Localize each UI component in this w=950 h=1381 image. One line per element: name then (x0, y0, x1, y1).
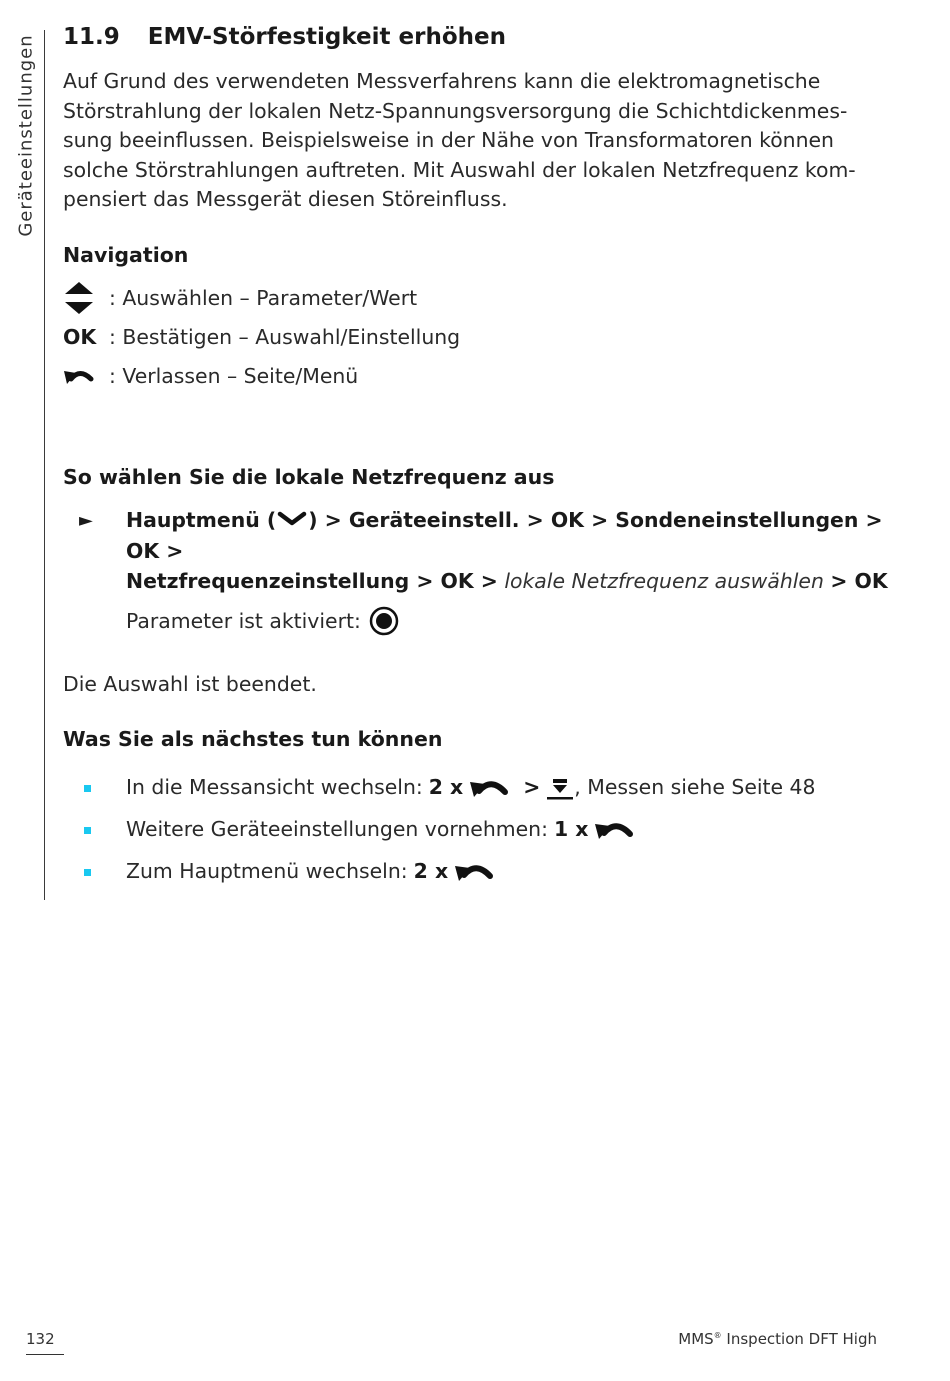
navigation-legend (63, 279, 893, 396)
footer-rule (26, 1354, 64, 1355)
list-item (63, 850, 893, 892)
list-item (63, 808, 893, 850)
result-text: Parameter ist aktiviert: (126, 608, 361, 633)
list-item-separator: > (523, 774, 541, 799)
list-item-count: 2 x (428, 774, 464, 799)
list-item-text: In die Messansicht wechseln: (126, 774, 423, 799)
intro-line: Störstrahlung der lokalen Netz-Spannungsversorgung die Schichtdickenmes- (63, 98, 848, 123)
list-item-text: Zum Hauptmenü wechseln: (126, 858, 408, 883)
list-item-count: 2 x (413, 858, 449, 883)
step-text-part: Hauptmenü ( (126, 507, 277, 532)
step-text-part: ) > Geräteeinstell. > OK > Sondeneinstellungen > OK > (126, 507, 883, 563)
bullet-square (84, 827, 91, 834)
nav-item-text: : Bestätigen – Auswahl/Einstellung (109, 325, 461, 349)
bullet-square (84, 785, 91, 792)
chevron-down-icon (277, 506, 307, 536)
list-item (63, 766, 893, 808)
nav-item-text: : Verlassen – Seite/Menü (109, 364, 359, 388)
next-steps-heading: Was Sie als nächstes tun können (63, 726, 443, 751)
radio-selected-icon (369, 606, 399, 636)
back-arrow-icon (469, 774, 511, 800)
list-item-count: 1 x (553, 816, 589, 841)
section-heading (63, 24, 893, 50)
list-item-suffix: , Messen siehe Seite 48 (574, 774, 816, 799)
page-number: 132 (26, 1330, 55, 1348)
intro-line: Auf Grund des verwendeten Messverfahrens kann die elektromagnetische (63, 69, 821, 93)
back-arrow-icon (454, 858, 496, 884)
sidebar-section-tab (12, 30, 40, 240)
up-down-arrows-icon (63, 281, 107, 315)
sidebar-divider (44, 30, 45, 900)
section-title: EMV-Störfestigkeit erhöhen (147, 24, 506, 50)
step-text-part: > OK (830, 568, 888, 593)
back-arrow-icon (594, 816, 636, 842)
step-arrow-icon: ► (79, 509, 93, 531)
nav-item-select (63, 279, 893, 318)
done-text: Die Auswahl ist beendet. (63, 671, 317, 696)
intro-line: sung beeinflussen. Beispielsweise in der Nähe von Transformatoren können (63, 128, 834, 152)
next-steps-list (63, 766, 893, 892)
measure-view-icon (546, 773, 574, 801)
intro-line: solche Störstrahlungen auftreten. Mit Auswahl der lokalen Netzfrequenz kom- (63, 157, 856, 182)
nav-item-confirm (63, 318, 893, 357)
page-content (63, 24, 893, 892)
ok-key-label: OK (63, 325, 97, 349)
product-brand: MMS (678, 1330, 714, 1348)
product-suffix: Inspection DFT High (721, 1330, 877, 1348)
nav-item-text: : Auswählen – Parameter/Wert (109, 286, 418, 310)
footer-product-name (678, 1330, 877, 1348)
instruction-step (63, 505, 893, 596)
list-item-text: Weitere Geräteeinstellungen vornehmen: (126, 816, 548, 841)
intro-paragraph (63, 67, 893, 215)
nav-item-leave (63, 357, 893, 396)
step-text-italic: lokale Netzfrequenz auswählen (504, 568, 824, 593)
step-text-part: Netzfrequenzeinstellung > OK > (126, 568, 498, 593)
navigation-heading: Navigation (63, 242, 189, 267)
sidebar-tab-label: Geräteeinstellungen (15, 33, 37, 237)
section-number: 11.9 (63, 24, 120, 50)
howto-heading: So wählen Sie die lokale Netzfrequenz aus (63, 464, 555, 489)
registered-mark: ® (713, 1331, 722, 1340)
intro-line: pensiert das Messgerät diesen Störeinfluss. (63, 187, 508, 211)
back-arrow-icon (63, 365, 107, 387)
bullet-square (84, 869, 91, 876)
ok-key (63, 325, 107, 349)
step-result (63, 606, 893, 636)
